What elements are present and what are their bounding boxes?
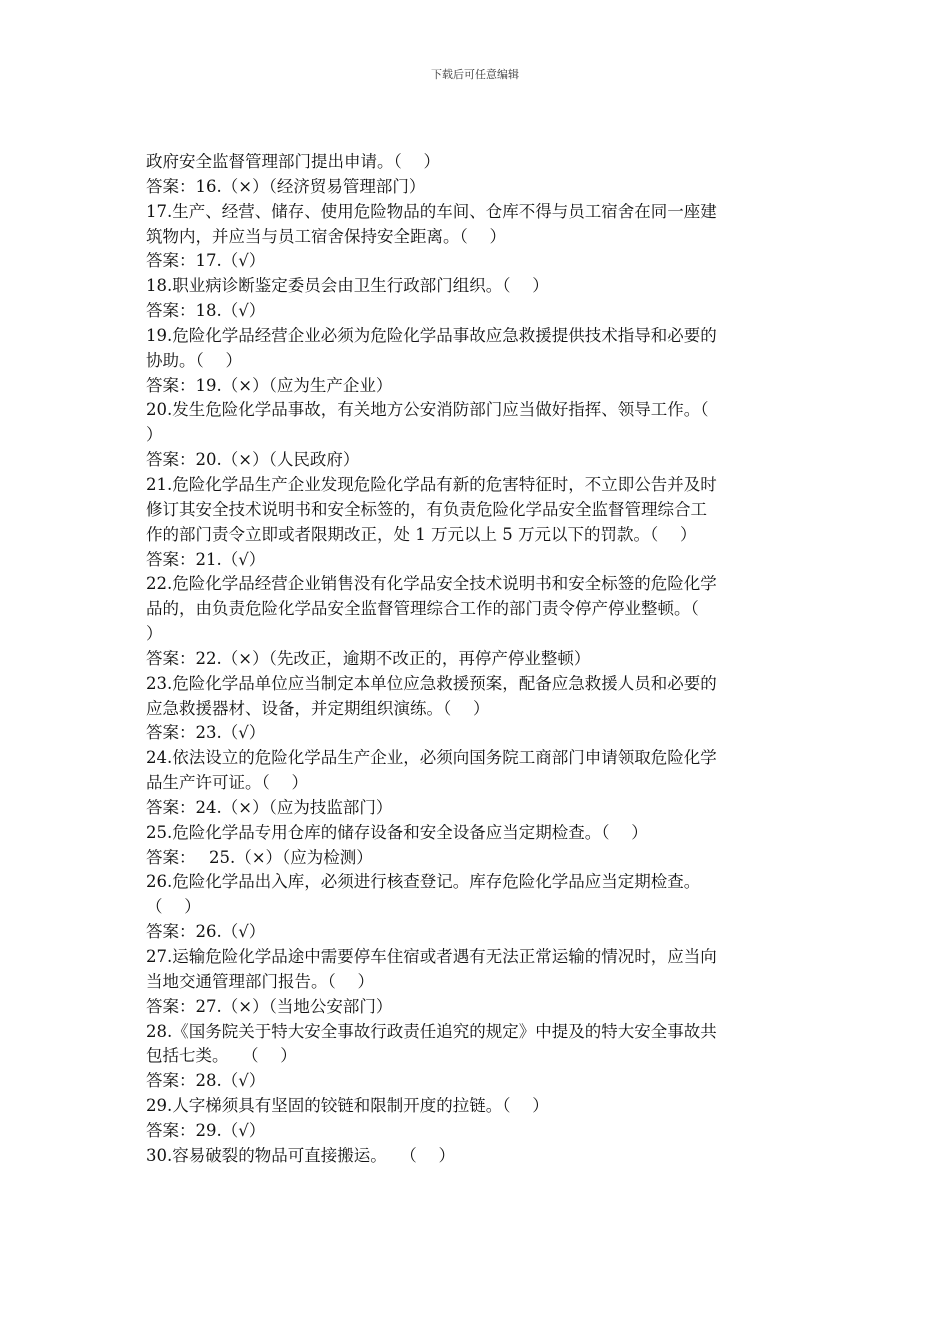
answer-line: 答案：17.（√） (146, 251, 266, 271)
question-line: 修订其安全技术说明书和安全标签的，有负责危险化学品安全监督管理综合工 (146, 499, 707, 519)
text-line: 政府安全监督管理部门提出申请。（ ） (146, 152, 440, 171)
answer-line: 答案：21.（√） (146, 549, 266, 569)
answer-line: 答案：23.（√） (146, 723, 266, 743)
question-line: 26.危险化学品出入库，必须进行核查登记。库存危险化学品应当定期检查。 (146, 872, 701, 892)
answer-line: 答案：24.（×）（应为技监部门） (146, 797, 393, 817)
answer-line: 答案：22.（×）（先改正，逾期不改正的，再停产停业整顿） (146, 648, 591, 668)
question-line: 22.危险化学品经营企业销售没有化学品安全技术说明书和安全标签的危险化学 (146, 574, 717, 594)
question-line: 29.人字梯须具有坚固的铰链和限制开度的拉链。（ ） (146, 1096, 549, 1116)
question-line: 20.发生危险化学品事故，有关地方公安消防部门应当做好指挥、领导工作。（ (146, 400, 709, 420)
question-line: ） (146, 624, 163, 644)
question-line: 21.危险化学品生产企业发现危险化学品有新的危害特征时，不立即公告并及时 (146, 474, 717, 494)
answer-line: 答案：20.（×）（人民政府） (146, 450, 360, 470)
question-line: 30.容易破裂的物品可直接搬运。 （ ） (146, 1145, 455, 1165)
question-line: 27.运输危险化学品途中需要停车住宿或者遇有无法正常运输的情况时，应当向 (146, 947, 717, 966)
question-line: 作的部门责令立即或者限期改正，处 1 万元以上 5 万元以下的罚款。（ ） (146, 524, 697, 544)
answer-line: 答案：29.（√） (146, 1120, 266, 1140)
question-line: 品的，由负责危险化学品安全监督管理综合工作的部门责令停产停业整顿。（ (146, 599, 699, 619)
question-line: 23.危险化学品单位应当制定本单位应急救援预案，配备应急救援人员和必要的 (146, 673, 717, 693)
answer-line: 答案：26.（√） (146, 922, 266, 942)
page-header: 下载后可任意编辑 (431, 68, 519, 81)
question-line: 包括七类。 （ ） (146, 1046, 297, 1066)
answer-line: 答案：19.（×）（应为生产企业） (146, 375, 393, 395)
question-line: 17.生产、经营、储存、使用危险物品的车间、仓库不得与员工宿舍在同一座建 (146, 201, 717, 221)
question-line: 24.依法设立的危险化学品生产企业，必须向国务院工商部门申请领取危险化学 (146, 748, 717, 768)
question-line: 19.危险化学品经营企业必须为危险化学品事故应急救援提供技术指导和必要的 (146, 325, 717, 345)
question-line: （ ） (146, 897, 201, 917)
question-line: ） (146, 425, 163, 445)
answer-line: 答案：16.（×）（经济贸易管理部门） (146, 176, 426, 196)
question-line: 25.危险化学品专用仓库的储存设备和安全设备应当定期检查。（ ） (146, 822, 648, 842)
question-line: 28.《国务院关于特大安全事故行政责任追究的规定》中提及的特大安全事故共 (146, 1021, 717, 1041)
question-line: 当地交通管理部门报告。（ ） (146, 971, 374, 991)
document-body (146, 150, 808, 1169)
question-line: 筑物内，并应当与员工宿舍保持安全距离。（ ） (146, 226, 506, 246)
question-line: 应急救援器材、设备，并定期组织演练。（ ） (146, 698, 490, 718)
question-line: 协助。（ ） (146, 350, 242, 370)
question-line: 18.职业病诊断鉴定委员会由卫生行政部门组织。（ ） (146, 276, 549, 296)
answer-line: 答案：18.（√） (146, 301, 266, 321)
answer-line: 答案：27.（×）（当地公安部门） (146, 996, 393, 1016)
question-line: 品生产许可证。（ ） (146, 773, 308, 793)
answer-line: 答案：28.（√） (146, 1071, 266, 1091)
answer-line: 答案： 25.（×）（应为检测） (146, 847, 373, 867)
